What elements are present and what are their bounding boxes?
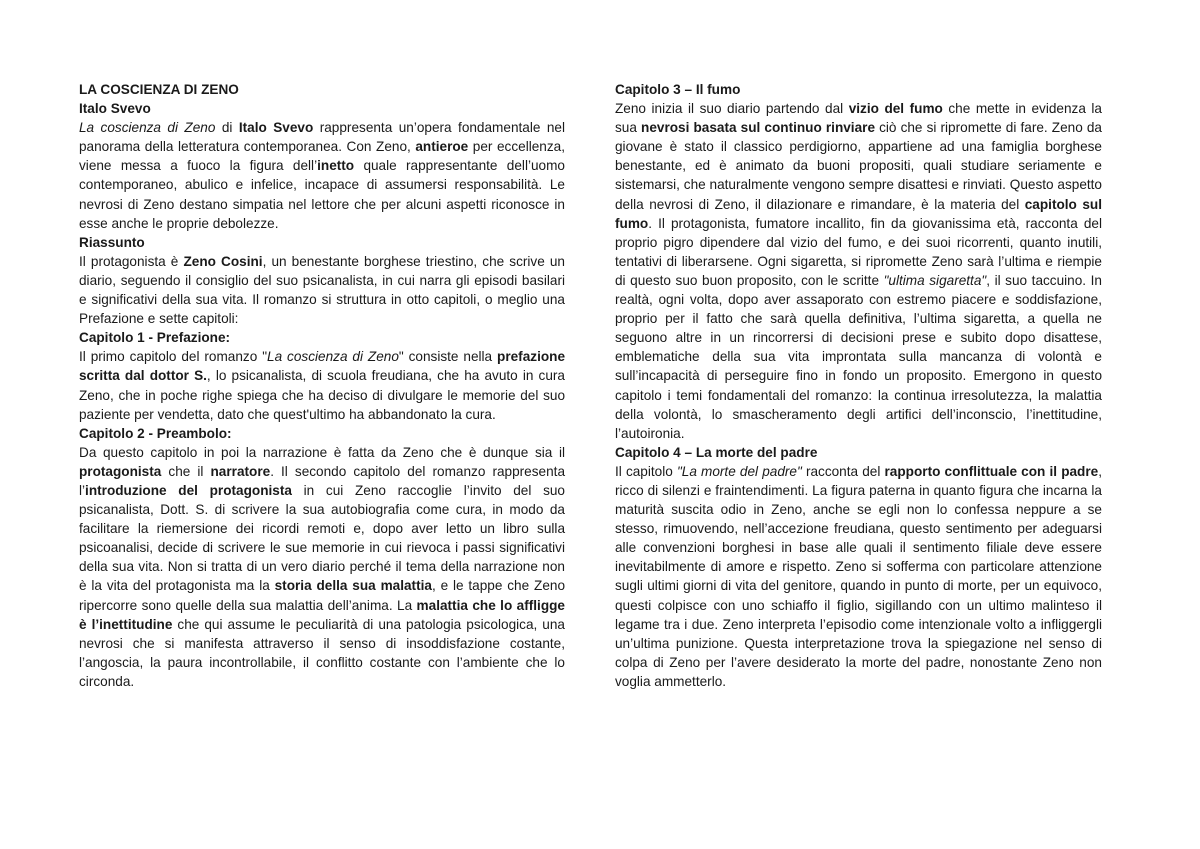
bold-run: introduzione del protagonista [85, 482, 292, 498]
chapter-1-heading: Capitolo 1 - Prefazione: [79, 330, 231, 346]
bold-run: Italo Svevo [238, 120, 314, 136]
text-run: racconta del [801, 463, 885, 479]
bold-run: protagonista [79, 463, 162, 479]
text-run: , e le tappe che Zeno ripercorre sono quelle della sua malattia dell’anima. La [79, 578, 566, 613]
bold-run: rapporto conflittuale con il padre [884, 463, 1099, 479]
bold-run: malattia che lo affligge è l’inettitudine [79, 597, 565, 632]
chapter-1-paragraph [79, 347, 565, 423]
text-run: rappresenta un’opera fondamentale nel panorama della letteratura contemporanea. Con Zeno, [79, 120, 565, 155]
text-run: per eccellenza, viene messa a fuoco la figura dell’ [79, 139, 565, 174]
text-run: Il protagonista è [79, 253, 184, 269]
riassunto-paragraph [79, 252, 565, 328]
chapter-3-paragraph [615, 99, 1102, 443]
text-run: , lo psicanalista, di scuola freudiana, che ha avuto in cura Zeno, che in poche righe spiega che ha deciso di divulgare le memorie del suo paziente per vendetta, dato che quest'ultimo ha abbandonato la cura. [79, 368, 565, 422]
italic-run: "ultima sigaretta" [883, 272, 987, 288]
bold-run: prefazione scritta dal dottor S. [79, 349, 566, 384]
text-run: , ricco di silenzi e fraintendimenti. La figura paterna in quanto figura che incarna la maturità suscita odio in Zeno, anche se egli non lo confessa neppure a se stesso, rimuovendo, nell’accezione freudiana, questo sentimento per adeguarsi alle convenzioni borghesi in base alle quali il sentimento filiale deve essere inevitabilmente di amore e rispetto. Zeno si sofferma con particolare attenzione sugli ultimi giorni di vita del genitore, quando in punto di morte, per un equivoco, questi colpisce con uno schiaffo il figlio, sigillando con un ultimo malinteso il legame tra i due. Zeno interpreta l’episodio come intenzionale volto a infliggergli un’ultima punizione. Questa interpretazione trova la spiegazione nel senso di colpa di Zeno per l’avere desiderato la morte del padre, nonostante Zeno non voglia ammetterlo. [615, 463, 1102, 689]
left-column [79, 80, 565, 691]
right-column [615, 80, 1102, 691]
document-title: LA COSCIENZA DI ZENO [79, 82, 239, 97]
chapter-2-paragraph [79, 443, 565, 691]
chapter-3-heading: Capitolo 3 – Il fumo [615, 82, 741, 97]
text-run: in cui Zeno raccoglie l’invito del suo psicanalista, Dott. S. di scrivere la sua autobiografia come cura, in modo da facilitare la riemersione dei ricordi remoti e, dopo aver letto un libro sulla psicoanalisi, decide di scrivere le sue memorie in cui rievoca i passi significativi della sua vita. Non si tratta di un vero diario perché il tema della narrazione non è la vita del protagonista ma la [79, 482, 565, 594]
bold-run: storia della sua malattia [274, 578, 432, 594]
text-run: Zeno inizia il suo diario partendo dal [615, 101, 849, 117]
text-run: " consiste nella [398, 349, 498, 365]
bold-run: nevrosi basata sul continuo rinviare [641, 120, 875, 136]
text-run: quale rappresentante dell’uomo contemporaneo, abulico e infelice, incapace di assumersi responsabilità. Le nevrosi di Zeno destano simpatia nel lettore che per alcuni aspetti riconosce in esse anche le proprie debolezze. [79, 158, 565, 231]
bold-run: capitolo sul fumo [615, 196, 1102, 231]
text-run: che il [161, 463, 211, 479]
text-run: di [215, 120, 239, 136]
bold-run: narratore [210, 463, 271, 479]
text-run: . Il secondo capitolo del romanzo rappresenta l’ [79, 463, 565, 498]
riassunto-heading: Riassunto [79, 234, 145, 250]
text-run: che mette in evidenza la sua [615, 101, 1102, 136]
chapter-4-paragraph [615, 462, 1102, 691]
author-heading: Italo Svevo [79, 101, 151, 117]
text-run: , un benestante borghese triestino, che scrive un diario, seguendo il consiglio del suo psicanalista, in cui narra gli episodi basilari e significativi della sua vita. Il romanzo si struttura in otto capitoli, o meglio una Prefazione e sette capitoli: [79, 253, 565, 327]
chapter-2-heading: Capitolo 2 - Preambolo: [79, 425, 232, 441]
bold-run: antieroe [415, 139, 469, 155]
text-run: Il primo capitolo del romanzo " [79, 349, 268, 365]
bold-run: Zeno Cosini [183, 253, 263, 269]
text-run: ciò che si ripromette di fare. Zeno da giovane è stato il classico perdigiorno, appartiene ad una famiglia borghese benestante, ed è animato da buoni propositi, quali studiare seriamente e sistemarsi, che naturalmente vengono sempre disattesi e rinviati. Questo aspetto della nevrosi di Zeno, il dilazionare e rimandare, è la materia del [615, 120, 1102, 212]
italic-run: "La morte del padre" [676, 463, 802, 479]
intro-paragraph [79, 118, 565, 233]
text-run: Da questo capitolo in poi la narrazione è fatta da Zeno che è dunque sia il [79, 444, 565, 460]
text-run: , il suo taccuino. In realtà, ogni volta, dopo aver assaporato con estremo piacere e soddisfazione, proprio per il fatto che sarà quella definitiva, l’ultima sigaretta, a quella ne seguono altre in un rincorrersi di decisioni prese e subito dopo disattese, emblematiche della sua vita improntata sulla mancanza di volontà e sull’incapacità di perseguire fino in fondo un proposito. Emergono in questo capitolo i temi fondamentali del romanzo: la continua irresolutezza, la malattia della volontà, lo smascheramento degli artifici dell’inconscio, l’inettitudine, l’autoironia. [615, 272, 1102, 441]
italic-run: La coscienza di Zeno [79, 120, 216, 136]
bold-run: vizio del fumo [848, 101, 943, 117]
chapter-4-heading: Capitolo 4 – La morte del padre [615, 444, 818, 460]
italic-run: La coscienza di Zeno [267, 349, 399, 365]
text-run: Il capitolo [615, 463, 677, 479]
text-run: che qui assume le peculiarità di una patologia psicologica, una nevrosi che si manifesta attraverso il senso di insoddisfazione costante, l’angoscia, la paura incontrollabile, il conflitto costante con l’ambiente che lo circonda. [79, 616, 565, 689]
bold-run: inetto [317, 158, 355, 174]
text-run: . Il protagonista, fumatore incallito, fin da giovanissima età, racconta del proprio pigro dipendere dal vizio del fumo, e dei suoi ricorrenti, quanto inutili, tentativi di liberarsene. Ogni sigaretta, si ripromette Zeno sarà l’ultima e riempie di questo suo buon proposito, con le scritte [615, 215, 1102, 288]
